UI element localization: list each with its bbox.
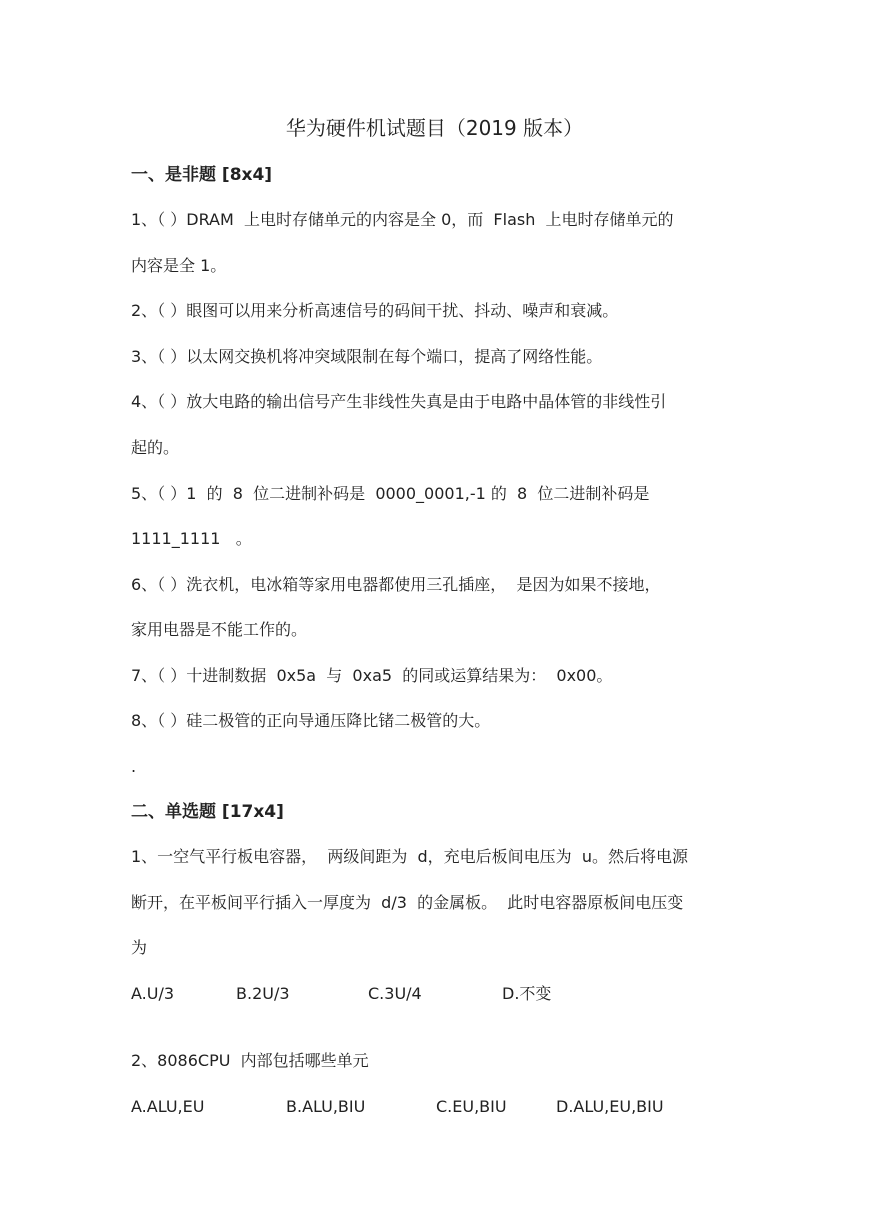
tf-q6-line2: 家用电器是不能工作的。	[131, 620, 308, 639]
sc-q2-option-b: B.ALU,BIU	[286, 1097, 366, 1116]
tf-q3: 3、（ ）以太网交换机将冲突域限制在每个端口，提高了网络性能。	[131, 347, 603, 366]
sc-q1-option-d: D.不变	[502, 984, 552, 1003]
sc-q2-option-d: D.ALU,EU,BIU	[556, 1097, 664, 1116]
page-title: 华为硬件机试题目（2019 版本）	[285, 116, 584, 140]
tf-q4-line2: 起的。	[131, 438, 180, 457]
sc-q1-option-c: C.3U/4	[368, 984, 422, 1003]
tf-q1-line1: 1、（ ）DRAM 上电时存储单元的内容是全 0，而 Flash 上电时存储单元的	[131, 210, 674, 229]
tf-q7: 7、（ ）十进制数据 0x5a 与 0xa5 的同或运算结果为： 0x00。	[131, 666, 613, 685]
tf-q1-line2: 内容是全 1。	[131, 256, 227, 275]
tf-q8: 8、（ ）硅二极管的正向导通压降比锗二极管的大。	[131, 711, 491, 730]
separator-dot: .	[131, 757, 137, 776]
sc-q1-line3: 为	[131, 938, 148, 957]
sc-q2-option-c: C.EU,BIU	[436, 1097, 507, 1116]
sc-q1-line1: 1、一空气平行板电容器， 两级间距为 d，充电后板间电压为 u。然后将电源	[131, 847, 688, 866]
tf-q4-line1: 4、（ ）放大电路的输出信号产生非线性失真是由于电路中晶体管的非线性引	[131, 392, 667, 411]
sc-q2: 2、8086CPU 内部包括哪些单元	[131, 1051, 369, 1070]
sc-q1-option-b: B.2U/3	[236, 984, 290, 1003]
section-heading-true-false: 一、是非题 [8x4]	[131, 165, 273, 185]
section-heading-single-choice: 二、单选题 [17x4]	[131, 802, 284, 822]
sc-q1-line2: 断开，在平板间平行插入一厚度为 d/3 的金属板。 此时电容器原板间电压变	[131, 893, 684, 912]
tf-q5-line1: 5、（ ）1 的 8 位二进制补码是 0000_0001,-1 的 8 位二进制补码是	[131, 484, 650, 503]
tf-q2: 2、（ ）眼图可以用来分析高速信号的码间干扰、抖动、噪声和衰减。	[131, 301, 619, 320]
sc-q2-option-a: A.ALU,EU	[131, 1097, 205, 1116]
sc-q1-option-a: A.U/3	[131, 984, 175, 1003]
tf-q6-line1: 6、（ ）洗衣机，电冰箱等家用电器都使用三孔插座， 是因为如果不接地，	[131, 575, 661, 594]
tf-q5-line2: 1111_1111 。	[131, 529, 252, 548]
